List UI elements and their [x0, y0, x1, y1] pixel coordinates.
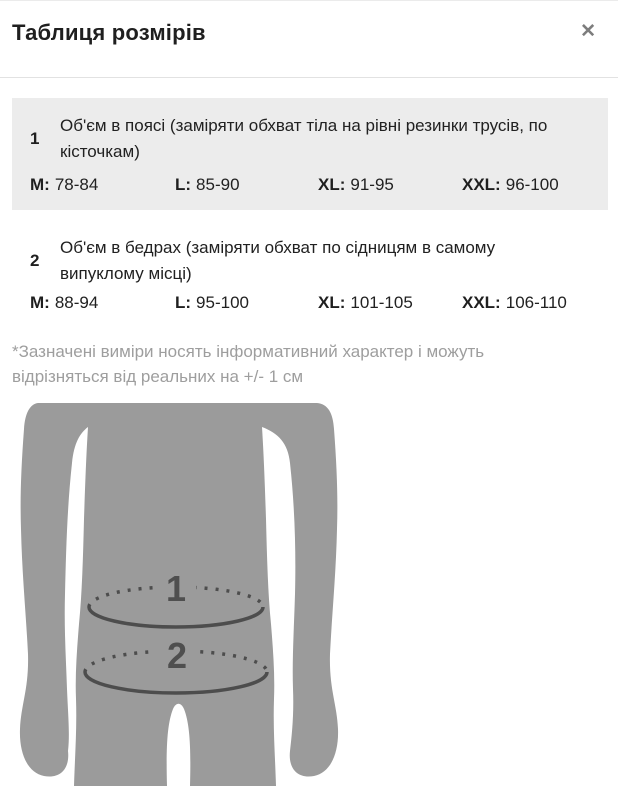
size-value: 106-110: [505, 293, 567, 312]
measurement-figure: [10, 399, 348, 789]
measurement-note: [12, 339, 598, 389]
size-section-waist: [12, 98, 608, 210]
size-item-xxl: [462, 293, 567, 313]
size-item-xxl: [462, 175, 559, 195]
section-description-row: [30, 113, 590, 165]
size-item-m: [30, 293, 175, 313]
modal-header: [0, 1, 618, 78]
size-value: 95-100: [196, 293, 249, 312]
hips-label: 2: [166, 635, 188, 676]
description-line: кісточкам): [60, 142, 140, 161]
size-value: 96-100: [505, 175, 559, 194]
note-line: відрізняться від реальних на +/- 1 см: [12, 367, 304, 386]
sizes-row: [30, 293, 590, 313]
section-description-row: [30, 235, 590, 287]
size-label: XL:: [318, 293, 346, 312]
size-label: L:: [175, 175, 192, 194]
size-item-m: [30, 175, 175, 195]
size-value: 78-84: [54, 175, 99, 194]
size-item-xl: [318, 293, 462, 313]
size-item-xl: [318, 175, 462, 195]
modal-title: Таблиця розмірів: [12, 20, 206, 45]
size-table-modal: [0, 1, 618, 789]
waist-label: 1: [165, 568, 187, 609]
size-label: L:: [175, 293, 192, 312]
size-value: 85-90: [196, 175, 240, 194]
section-number: 1: [30, 129, 40, 148]
size-label: XXL:: [462, 175, 501, 194]
size-label: XXL:: [462, 293, 501, 312]
size-label: M:: [30, 175, 50, 194]
size-value: 101-105: [350, 293, 413, 312]
description-line: Об'єм в бедрах (заміряти обхват по сідницям в самому: [60, 238, 496, 257]
size-item-l: [175, 293, 318, 313]
section-description: [60, 113, 590, 165]
close-button[interactable]: [576, 20, 600, 43]
size-section-hips: [12, 223, 608, 323]
description-line: випуклому місці): [60, 264, 192, 283]
size-value: 88-94: [54, 293, 99, 312]
size-label: XL:: [318, 175, 346, 194]
sizes-row: [30, 175, 590, 195]
size-value: 91-95: [350, 175, 394, 194]
note-line: *Зазначені виміри носять інформативний характер і можуть: [12, 342, 485, 361]
size-label: M:: [30, 293, 50, 312]
size-item-l: [175, 175, 318, 195]
section-description: [60, 235, 590, 287]
section-number: 2: [30, 251, 40, 270]
description-line: Об'єм в поясі (заміряти обхват тіла на рівні резинки трусів, по: [60, 116, 548, 135]
close-icon: ✕: [580, 21, 596, 42]
